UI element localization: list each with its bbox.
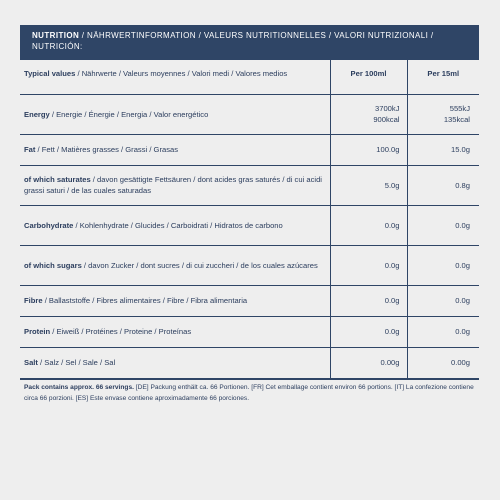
table-row-salt xyxy=(20,347,479,378)
footnote-bold: Pack contains approx. 66 servings. xyxy=(24,384,134,391)
typical-values-rest: / Nährwerte / Valeurs moyennes / Valori medi / Valores medios xyxy=(75,69,288,79)
servings-footnote xyxy=(24,383,479,404)
energy-kj-100ml: 3700kJ xyxy=(375,104,400,113)
table-row-saturates xyxy=(20,165,479,205)
fibre-label-bold: Fibre xyxy=(24,296,43,305)
table-row-energy xyxy=(20,94,479,134)
protein-label-bold: Protein xyxy=(24,327,51,336)
salt-per-100ml: 0.00g xyxy=(330,347,407,378)
table-row-carbohydrate xyxy=(20,205,479,245)
energy-kj-15ml: 555kJ xyxy=(449,104,470,113)
carbohydrate-label xyxy=(20,205,330,245)
typical-values-bold: Typical values xyxy=(24,69,76,79)
saturates-per-100ml: 5.0g xyxy=(330,165,407,205)
energy-kcal-100ml: 900kcal xyxy=(373,115,400,124)
table-row-protein xyxy=(20,316,479,347)
sugars-label-rest: / davon Zucker / dont sucres / di cui zuccheri / de los cuales azúcares xyxy=(81,260,318,270)
fat-label xyxy=(20,134,330,165)
col-per-100ml-header: Per 100ml xyxy=(330,54,407,94)
energy-label-rest: / Energie / Énergie / Energia / Valor energético xyxy=(49,109,209,119)
fat-label-bold: Fat xyxy=(24,145,36,154)
protein-label-rest: / Eiweiß / Protéines / Proteine / Proteínas xyxy=(50,327,192,336)
table-row-fibre xyxy=(20,285,479,316)
table-header-row xyxy=(20,54,479,94)
col-per-15ml-header: Per 15ml xyxy=(407,54,479,94)
salt-label xyxy=(20,347,330,378)
energy-per-15ml xyxy=(407,94,479,134)
fibre-per-15ml: 0.0g xyxy=(407,285,479,316)
saturates-per-15ml: 0.8g xyxy=(407,165,479,205)
sugars-label-bold: of which sugars xyxy=(24,260,82,270)
carbohydrate-per-15ml: 0.0g xyxy=(407,205,479,245)
protein-label xyxy=(20,316,330,347)
fat-label-rest: / Fett / Matières grasses / Grassi / Grasas xyxy=(35,145,179,154)
sugars-label xyxy=(20,245,330,285)
fibre-label-rest: / Ballaststoffe / Fibres alimentaires / Fibre / Fibra alimentaria xyxy=(42,296,248,305)
salt-per-15ml: 0.00g xyxy=(407,347,479,378)
fibre-per-100ml: 0.0g xyxy=(330,285,407,316)
saturates-label-bold: of which saturates xyxy=(24,175,91,184)
carbohydrate-label-bold: Carbohydrate xyxy=(24,220,74,230)
table-row-sugars xyxy=(20,245,479,285)
nutrition-table xyxy=(20,54,479,379)
carbohydrate-label-rest: / Kohlenhydrate / Glucides / Carboidrati / Hidratos de carbono xyxy=(73,220,283,230)
energy-kcal-15ml: 135kcal xyxy=(443,115,470,124)
protein-per-100ml: 0.0g xyxy=(330,316,407,347)
energy-per-100ml xyxy=(330,94,407,134)
sugars-per-100ml: 0.0g xyxy=(330,245,407,285)
sugars-per-15ml: 0.0g xyxy=(407,245,479,285)
protein-per-15ml: 0.0g xyxy=(407,316,479,347)
table-row-fat xyxy=(20,134,479,165)
fat-per-100ml: 100.0g xyxy=(330,134,407,165)
saturates-label-rest: / davon gesättigte Fettsäuren / dont acides gras saturés / di cui acidi grassi saturi / de las cuales saturadas xyxy=(24,175,322,195)
fibre-label xyxy=(20,285,330,316)
saturates-label xyxy=(20,165,330,205)
fat-per-15ml: 15.0g xyxy=(407,134,479,165)
typical-values-label xyxy=(20,54,330,94)
salt-label-rest: / Salz / Sel / Sale / Sal xyxy=(37,358,116,367)
carbohydrate-per-100ml: 0.0g xyxy=(330,205,407,245)
salt-label-bold: Salt xyxy=(24,358,38,367)
header-title-bold: NUTRITION xyxy=(32,31,80,40)
energy-label xyxy=(20,94,330,134)
nutrition-table-wrap xyxy=(20,54,479,380)
energy-label-bold: Energy xyxy=(24,109,50,119)
header-title-rest: / NÄHRWERTINFORMATION / VALEURS NUTRITIONNELLES / VALORI NUTRIZIONALI / NUTRICIÓN: xyxy=(32,31,434,51)
footnote-rest: [DE] Packung enthält ca. 66 Portionen. [FR] Cet emballage contient environ 66 portions. [IT] La confezione contiene circa 66 porzioni. [ES] Este envase contiene aproximadamente 66 porciones. xyxy=(24,384,474,402)
